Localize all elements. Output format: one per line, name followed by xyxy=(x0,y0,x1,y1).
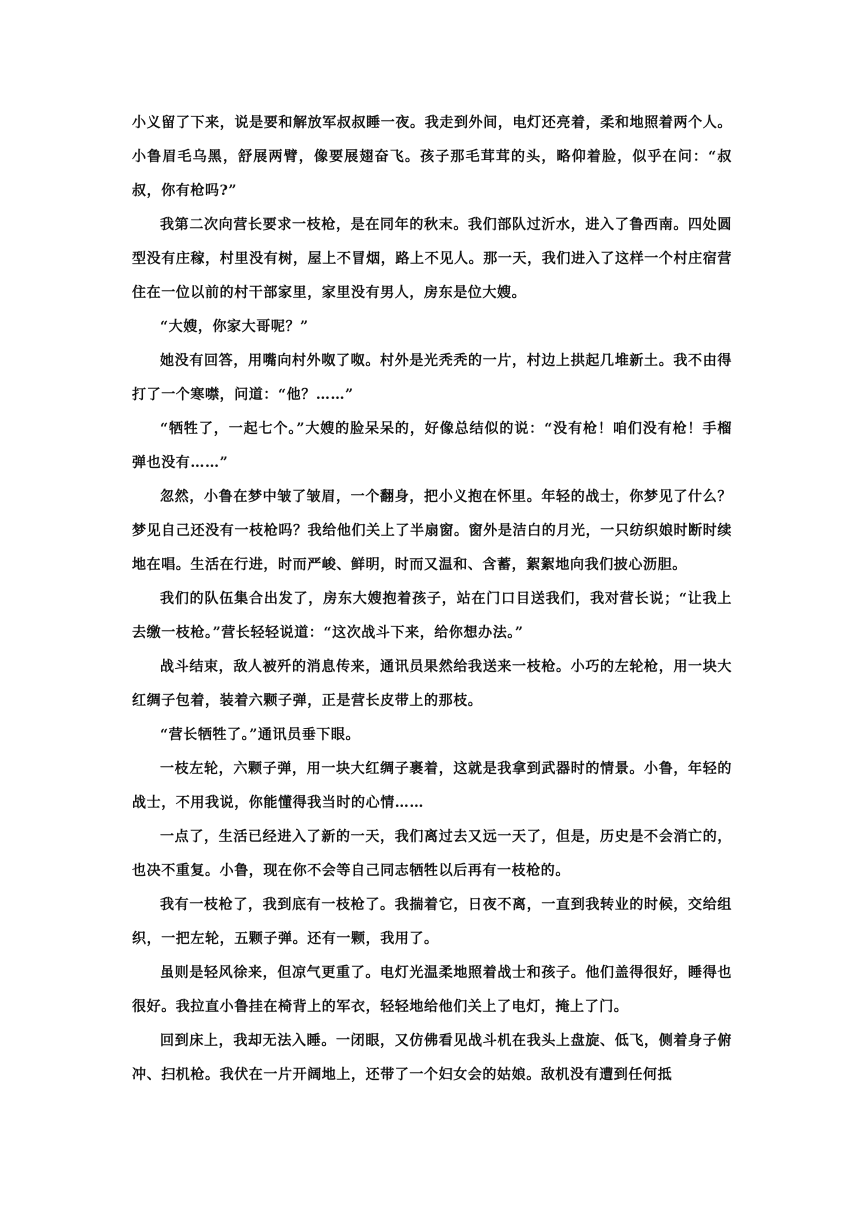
paragraph-5: “牺牲了，一起七个。”大嫂的脸呆呆的，好像总结似的说：“没有枪！咱们没有枪！手榴弹也没有……” xyxy=(132,421,732,471)
paragraph-14: 回到床上，我却无法入睡。一闭眼，又仿佛看见战斗机在我头上盘旋、低飞，侧着身子俯冲、扫机枪。我伏在一片开阔地上，还带了一个妇女会的姑娘。敌机没有遭到任何抵 xyxy=(132,1033,732,1083)
paragraph-7: 我们的队伍集合出发了，房东大嫂抱着孩子，站在门口目送我们，我对营长说；“让我上去缴一枝枪。”营长轻轻说道：“这次战斗下来，给你想办法。” xyxy=(132,591,732,641)
paragraph-9: “营长牺牲了。”通讯员垂下眼。 xyxy=(160,727,361,743)
paragraph-13: 虽则是轻风徐来，但凉气更重了。电灯光温柔地照着战士和孩子。他们盖得很好，睡得也很好。我拉直小鲁挂在椅背上的军衣，轻轻地给他们关上了电灯，掩上了门。 xyxy=(132,965,732,1015)
paragraph-10: 一枝左轮，六颗子弹，用一块大红绸子裹着，这就是我拿到武器时的情景。小鲁，年轻的战士，不用我说，你能懂得我当时的心情…… xyxy=(132,761,732,811)
paragraph-12: 我有一枝枪了，我到底有一枝枪了。我揣着它，日夜不离，一直到我转业的时候，交给组织，一把左轮，五颗子弹。还有一颗，我用了。 xyxy=(132,897,732,947)
paragraph-2: 我第二次向营长要求一枝枪，是在同年的秋末。我们部队过沂水，进入了鲁西南。四处圆型没有庄稼，村里没有树，屋上不冒烟，路上不见人。那一天，我们进入了这样一个村庄宿营住在一位以前的村干部家里，家里没有男人，房东是位大嫂。 xyxy=(132,217,732,301)
paragraph-6: 忽然，小鲁在梦中皱了皱眉，一个翻身，把小义抱在怀里。年轻的战士，你梦见了什么？梦见自己还没有一枝枪吗？我给他们关上了半扇窗。窗外是洁白的月光，一只纺织娘时断时续地在唱。生活在行进，时而严峻、鲜明，时而又温和、含蓄，絮絮地向我们披心沥胆。 xyxy=(132,489,732,573)
paragraph-3: “大嫂，你家大哥呢？” xyxy=(160,319,309,335)
paragraph-4: 她没有回答，用嘴向村外呶了呶。村外是光秃秃的一片，村边上拱起几堆新土。我不由得打了一个寒噤，问道：“他？……” xyxy=(132,353,732,403)
paragraph-1: 小义留了下来，说是要和解放军叔叔睡一夜。我走到外间，电灯还亮着，柔和地照着两个人。小鲁眉毛乌黑，舒展两臂，像要展翅奋飞。孩子那毛茸茸的头，略仰着脸，似乎在问：“叔叔，你有枪吗?” xyxy=(132,115,732,199)
article-body xyxy=(132,106,732,1092)
paragraph-11: 一点了，生活已经进入了新的一天，我们离过去又远一天了，但是，历史是不会消亡的，也决不重复。小鲁，现在你不会等自己同志牺牲以后再有一枝枪的。 xyxy=(132,829,732,879)
paragraph-8: 战斗结束，敌人被歼的消息传来，通讯员果然给我送来一枝枪。小巧的左轮枪，用一块大红绸子包着，装着六颗子弹，正是营长皮带上的那枝。 xyxy=(132,659,732,709)
